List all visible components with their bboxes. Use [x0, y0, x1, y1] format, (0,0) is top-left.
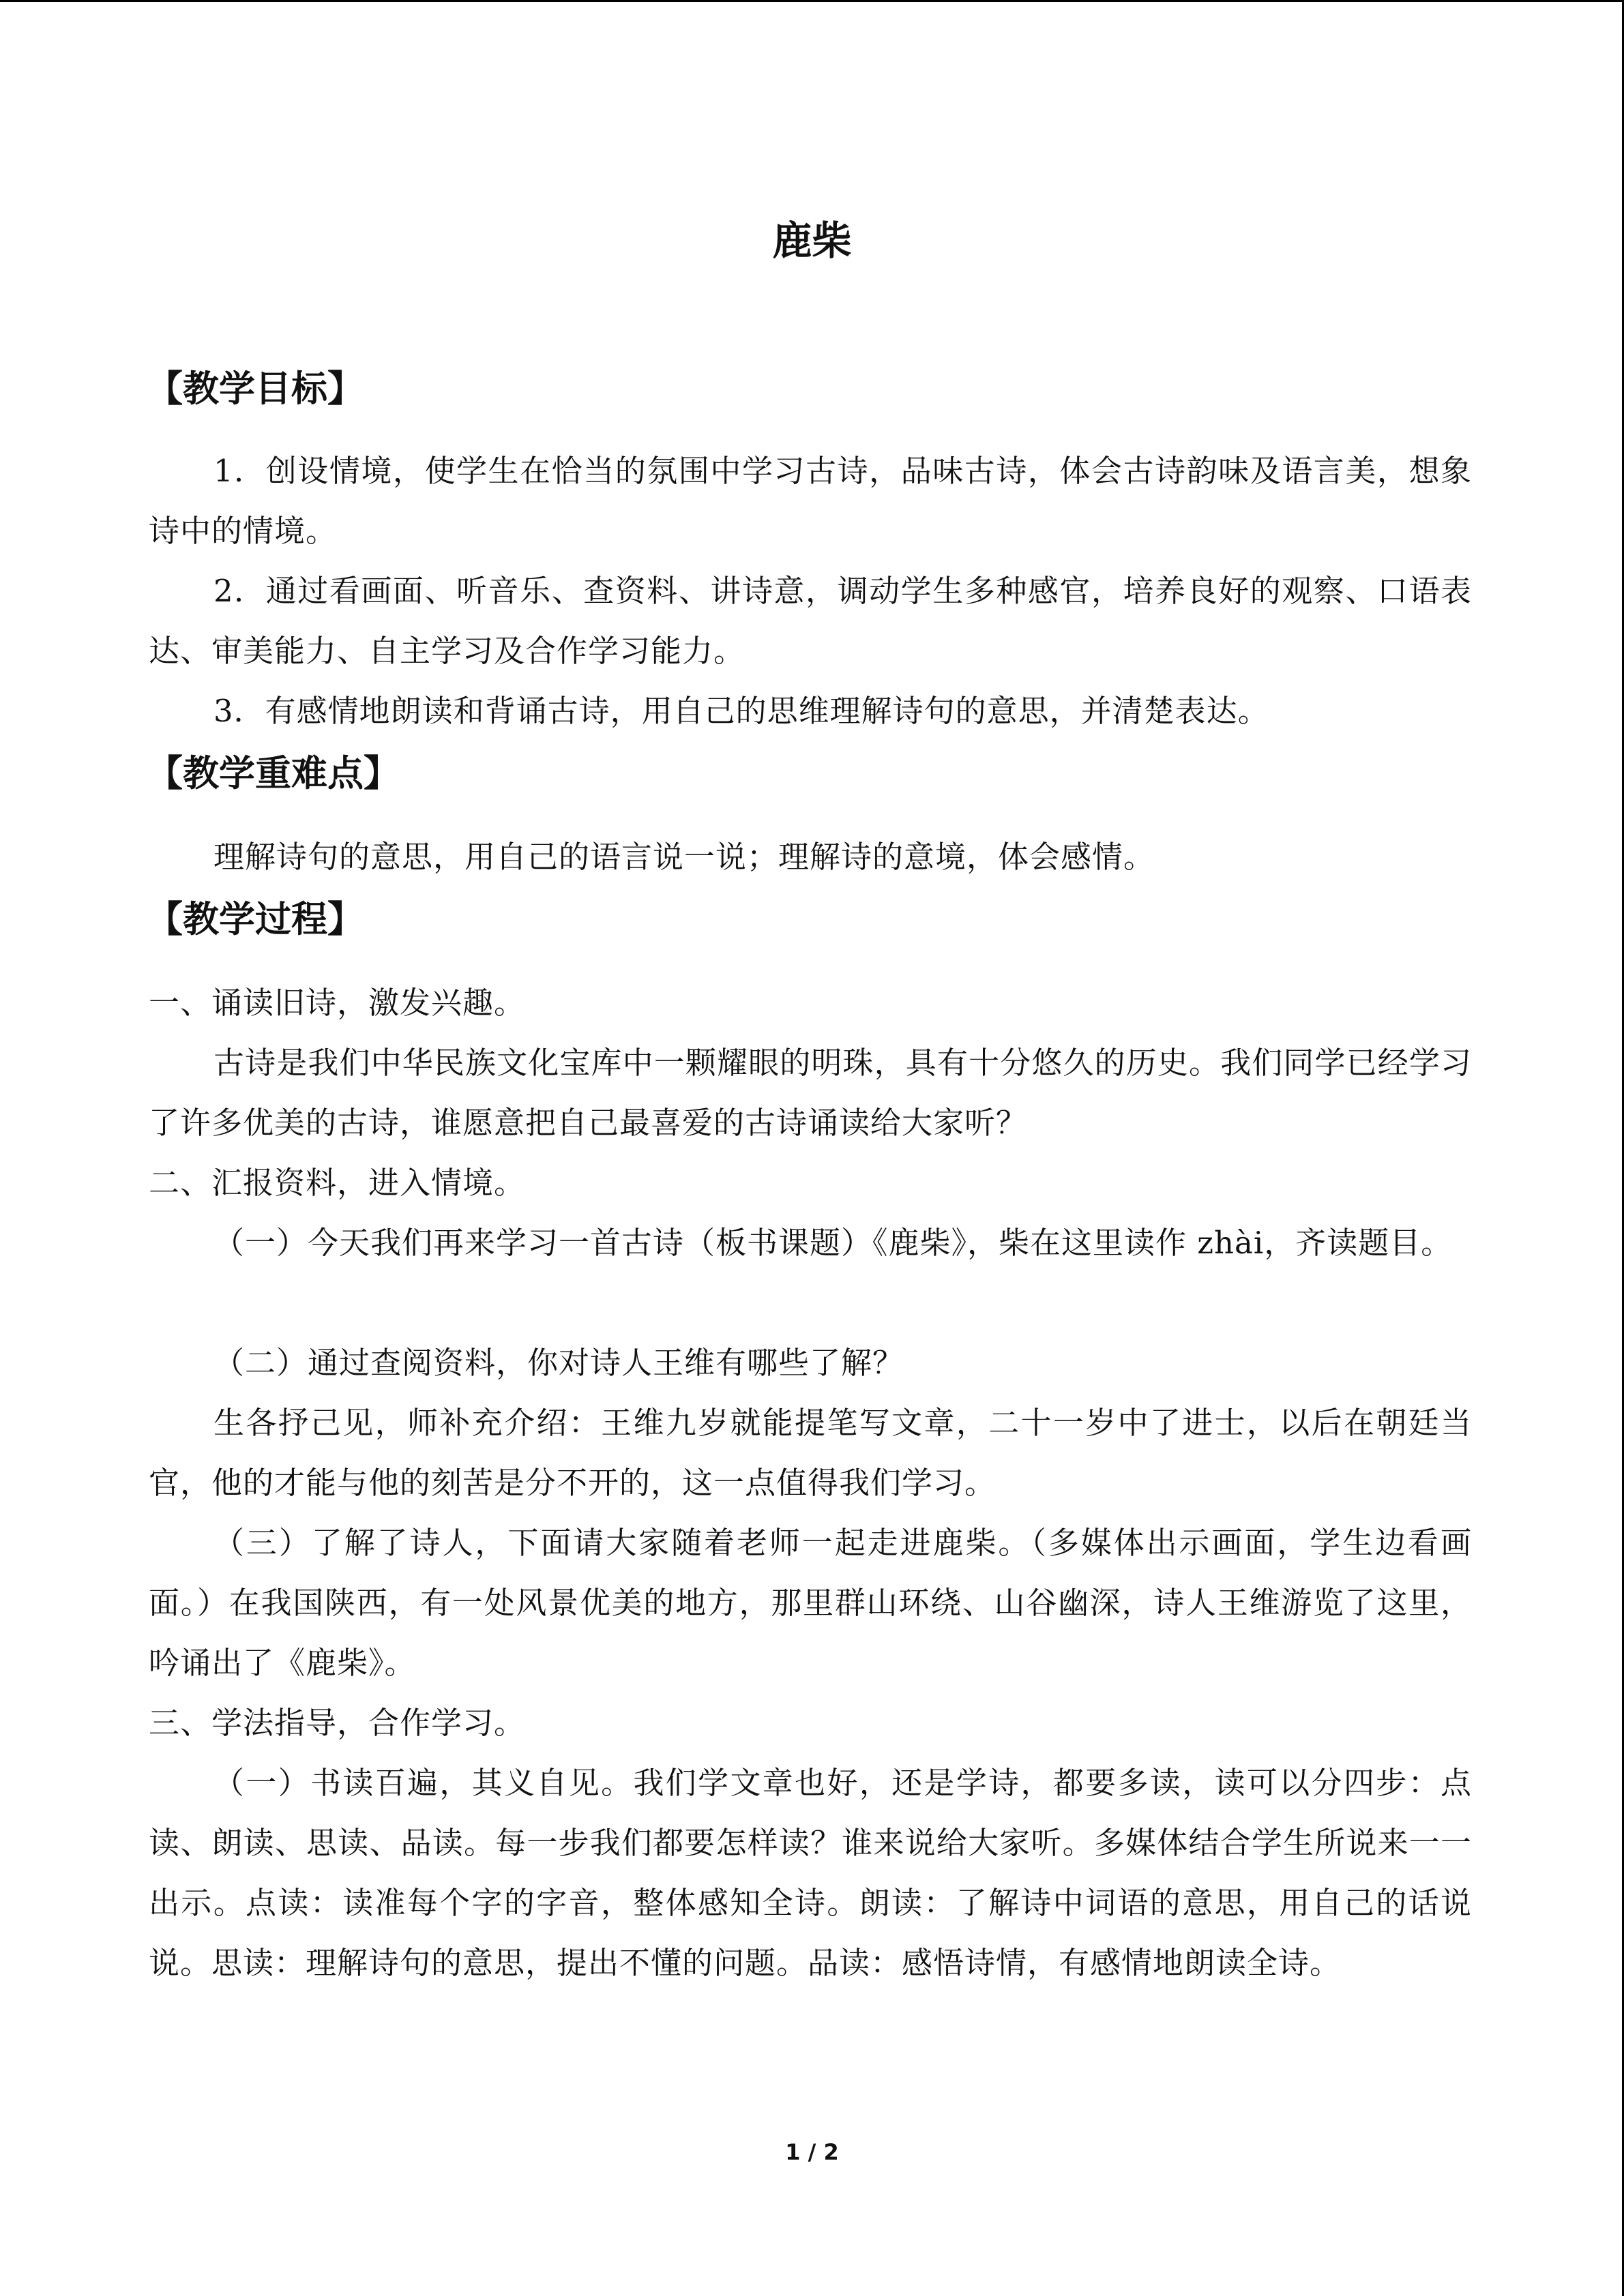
- document-title: 鹿柴: [772, 218, 852, 264]
- process-paragraph: 生各抒己见，师补充介绍：王维九岁就能提笔写文章，二十一岁中了进士，以后在朝廷当官，他的才能与他的刻苦是分不开的，这一点值得我们学习。: [149, 1405, 1472, 1501]
- objective-item-1: 1．创设情境，使学生在恰当的氛围中学习古诗，品味古诗，体会古诗韵味及语言美，想象诗中的情境。: [149, 453, 1472, 549]
- objective-item-2: 2．通过看画面、听音乐、查资料、讲诗意，调动学生多种感官，培养良好的观察、口语表达、审美能力、自主学习及合作学习能力。: [149, 573, 1472, 669]
- process-paragraph: （二）通过查阅资料，你对诗人王维有哪些了解？: [213, 1345, 904, 1381]
- process-paragraph: 古诗是我们中华民族文化宝库中一颗耀眼的明珠，具有十分悠久的历史。我们同学已经学习了许多优美的古诗，谁愿意把自己最喜爱的古诗诵读给大家听？: [149, 1045, 1472, 1141]
- key-points-text: 理解诗句的意思，用自己的语言说一说；理解诗的意境，体会感情。: [213, 839, 1155, 875]
- heading-objectives: 【教学目标】: [147, 368, 364, 410]
- process-paragraph: （一）书读百遍，其义自见。我们学文章也好，还是学诗，都要多读，读可以分四步：点读、朗读、思读、品读。每一步我们都要怎样读？谁来说给大家听。多媒体结合学生所说来一一出示。点读：读准每个字的字音，整体感知全诗。朗读：了解诗中词语的意思，用自己的话说说。思读：理解诗句的意思，提出不懂的问题。品读：感悟诗情，有感情地朗读全诗。: [149, 1765, 1472, 1981]
- process-paragraph: （一）今天我们再来学习一首古诗（板书课题）《鹿柴》，柴在这里读作 zhài，齐读题目。: [213, 1225, 1453, 1261]
- process-paragraph: （三）了解了诗人，下面请大家随着老师一起走进鹿柴。（多媒体出示画面，学生边看画面。）在我国陕西，有一处风景优美的地方，那里群山环绕、山谷幽深，诗人王维游览了这里，吟诵出了《鹿柴》。: [149, 1525, 1472, 1681]
- process-step-1-heading: 一、诵读旧诗，激发兴趣。: [149, 985, 526, 1021]
- page-number: 1 / 2: [785, 2139, 839, 2165]
- process-step-3-heading: 三、学法指导，合作学习。: [149, 1705, 526, 1741]
- objective-item-3: 3．有感情地朗读和背诵古诗，用自己的思维理解诗句的意思，并清楚表达。: [213, 693, 1269, 729]
- heading-process: 【教学过程】: [147, 899, 364, 940]
- heading-key-points: 【教学重难点】: [147, 753, 400, 794]
- process-step-2-heading: 二、汇报资料，进入情境。: [149, 1165, 526, 1201]
